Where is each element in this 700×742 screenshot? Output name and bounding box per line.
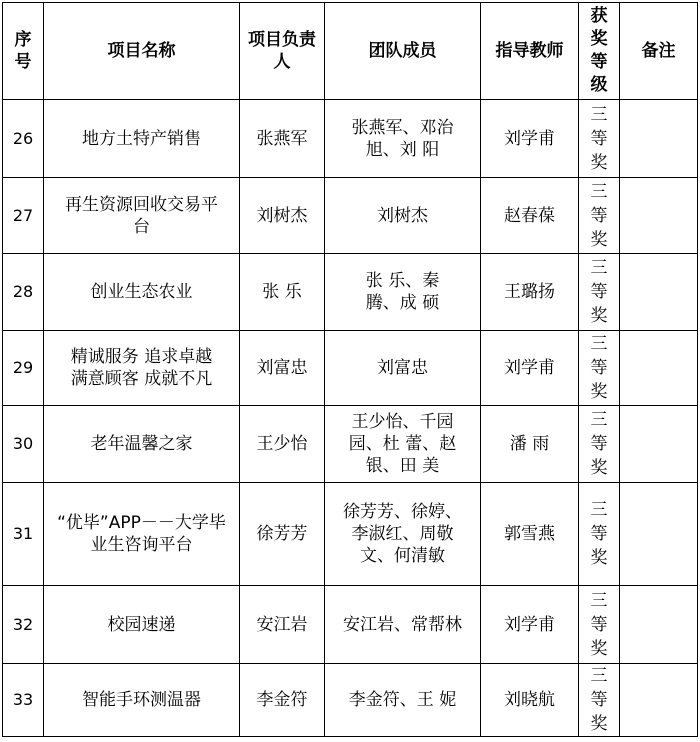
row-award: 三等奖: [579, 586, 620, 664]
row-members: 刘树杰: [325, 178, 481, 254]
table-row: [3, 331, 698, 406]
row-project-name: 再生资源回收交易平台: [44, 178, 240, 254]
row-award: 三等奖: [579, 406, 620, 483]
table-row: [3, 586, 698, 664]
row-members: 张燕军、邓治旭、刘 阳: [325, 100, 481, 178]
row-note: [620, 100, 698, 178]
row-seq: 31: [3, 483, 44, 586]
row-project-name: 老年温馨之家: [44, 406, 240, 483]
row-note: [620, 483, 698, 586]
row-seq: 30: [3, 406, 44, 483]
row-leader: 张燕军: [240, 100, 325, 178]
awards-table: [2, 2, 698, 737]
row-award: 三等奖: [579, 178, 620, 254]
row-note: [620, 254, 698, 331]
table-row: [3, 178, 698, 254]
row-teacher: 赵春葆: [481, 178, 579, 254]
row-seq: 26: [3, 100, 44, 178]
row-award: 三等奖: [579, 100, 620, 178]
row-note: [620, 331, 698, 406]
row-award: 三等奖: [579, 254, 620, 331]
row-project-name: “优毕”APP－－大学毕业生咨询平台: [44, 483, 240, 586]
row-members: 刘富忠: [325, 331, 481, 406]
row-project-name: 智能手环测温器: [44, 664, 240, 737]
row-note: [620, 178, 698, 254]
table-row: [3, 254, 698, 331]
table-row: [3, 100, 698, 178]
row-award: 三等奖: [579, 664, 620, 737]
row-teacher: 刘学甫: [481, 100, 579, 178]
row-note: [620, 586, 698, 664]
row-award: 三等奖: [579, 483, 620, 586]
row-members: 张 乐、秦 腾、成 硕: [325, 254, 481, 331]
header-seq: 序号: [3, 3, 44, 100]
table-row: [3, 483, 698, 586]
header-name: 项目名称: [44, 3, 240, 100]
row-note: [620, 406, 698, 483]
row-teacher: 王璐扬: [481, 254, 579, 331]
row-seq: 29: [3, 331, 44, 406]
row-teacher: 郭雪燕: [481, 483, 579, 586]
row-project-name: 精诚服务 追求卓越 满意顾客 成就不凡: [44, 331, 240, 406]
header-note: 备注: [620, 3, 698, 100]
row-members: 王少怡、千园园、杜 蕾、赵 银、田 美: [325, 406, 481, 483]
row-project-name: 创业生态农业: [44, 254, 240, 331]
row-leader: 徐芳芳: [240, 483, 325, 586]
row-members: 徐芳芳、徐婷、李淑红、周敬文、何清敏: [325, 483, 481, 586]
row-members: 安江岩、常帮林: [325, 586, 481, 664]
row-seq: 33: [3, 664, 44, 737]
header-leader: 项目负责人: [240, 3, 325, 100]
table-row: [3, 406, 698, 483]
row-project-name: 校园速递: [44, 586, 240, 664]
row-leader: 王少怡: [240, 406, 325, 483]
row-members: 李金符、王 妮: [325, 664, 481, 737]
row-leader: 安江岩: [240, 586, 325, 664]
header-teacher: 指导教师: [481, 3, 579, 100]
row-note: [620, 664, 698, 737]
row-teacher: 刘学甫: [481, 331, 579, 406]
row-seq: 32: [3, 586, 44, 664]
row-leader: 张 乐: [240, 254, 325, 331]
row-leader: 刘树杰: [240, 178, 325, 254]
row-teacher: 刘学甫: [481, 586, 579, 664]
row-leader: 李金符: [240, 664, 325, 737]
table-row: [3, 664, 698, 737]
row-teacher: 刘晓航: [481, 664, 579, 737]
header-row: [3, 3, 698, 100]
row-leader: 刘富忠: [240, 331, 325, 406]
row-award: 三等奖: [579, 331, 620, 406]
row-seq: 28: [3, 254, 44, 331]
row-seq: 27: [3, 178, 44, 254]
header-award: 获奖等级: [579, 3, 620, 100]
row-teacher: 潘 雨: [481, 406, 579, 483]
row-project-name: 地方土特产销售: [44, 100, 240, 178]
header-members: 团队成员: [325, 3, 481, 100]
